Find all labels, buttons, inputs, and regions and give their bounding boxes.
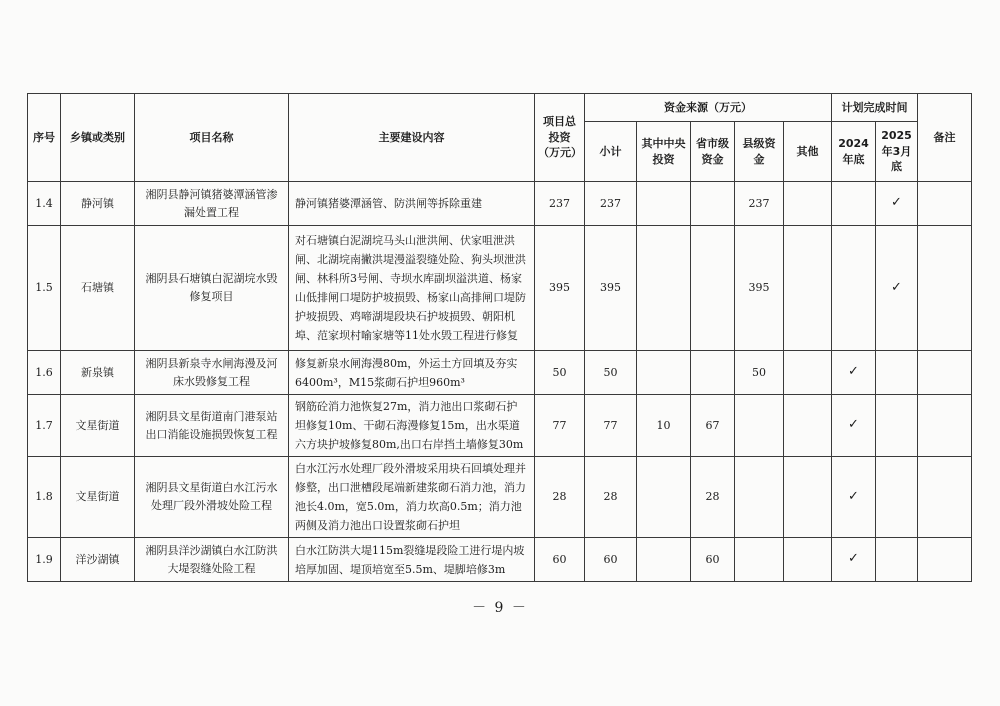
header-subtotal: 小计 <box>585 122 637 182</box>
table-row <box>28 395 972 457</box>
header-march-2025: 2025年3月底 <box>876 122 918 182</box>
cell-done-2024: ✓ <box>832 538 876 582</box>
cell-county <box>735 457 784 538</box>
cell-other <box>784 226 832 351</box>
cell-total: 395 <box>535 226 585 351</box>
cell-provincial <box>691 182 735 226</box>
page-number: － 9 － <box>472 600 528 616</box>
cell-subtotal: 28 <box>585 457 637 538</box>
cell-project-name: 湘阴县石塘镇白泥湖垸水毁修复项目 <box>135 226 289 351</box>
header-township: 乡镇或类别 <box>61 94 135 182</box>
cell-remarks <box>918 395 972 457</box>
cell-central: 10 <box>637 395 691 457</box>
table-row <box>28 538 972 582</box>
cell-done-2025 <box>876 351 918 395</box>
header-provincial: 省市级资金 <box>691 122 735 182</box>
cell-done-2025 <box>876 538 918 582</box>
cell-subtotal: 77 <box>585 395 637 457</box>
cell-provincial: 60 <box>691 538 735 582</box>
cell-remarks <box>918 226 972 351</box>
cell-township: 文星街道 <box>61 457 135 538</box>
cell-done-2024: ✓ <box>832 395 876 457</box>
cell-total: 50 <box>535 351 585 395</box>
cell-central <box>637 226 691 351</box>
cell-content: 钢筋砼消力池恢复27m，消力池出口浆砌石护坦修复10m、干砌石海漫修复15m，出水渠道六方块护坡修复80m,出口右岸挡土墙修复30m <box>289 395 535 457</box>
cell-serial: 1.8 <box>28 457 61 538</box>
cell-central <box>637 182 691 226</box>
cell-central <box>637 538 691 582</box>
cell-county: 395 <box>735 226 784 351</box>
cell-provincial <box>691 351 735 395</box>
cell-project-name: 湘阴县洋沙湖镇白水江防洪大堤裂缝处险工程 <box>135 538 289 582</box>
cell-township: 文星街道 <box>61 395 135 457</box>
table-row <box>28 457 972 538</box>
cell-provincial <box>691 226 735 351</box>
cell-project-name: 湘阴县新泉寺水闸海漫及河床水毁修复工程 <box>135 351 289 395</box>
cell-total: 237 <box>535 182 585 226</box>
cell-content: 静河镇猪婆潭涵管、防洪闸等拆除重建 <box>289 182 535 226</box>
cell-serial: 1.6 <box>28 351 61 395</box>
cell-township: 洋沙湖镇 <box>61 538 135 582</box>
cell-provincial: 67 <box>691 395 735 457</box>
cell-done-2024 <box>832 182 876 226</box>
header-central: 其中中央投资 <box>637 122 691 182</box>
cell-content: 白水江防洪大堤115m裂缝堤段险工进行堤内坡培厚加固、堤顶培宽至5.5m、堤脚培修3m <box>289 538 535 582</box>
cell-subtotal: 50 <box>585 351 637 395</box>
cell-serial: 1.4 <box>28 182 61 226</box>
cell-county <box>735 538 784 582</box>
header-project-name: 项目名称 <box>135 94 289 182</box>
cell-serial: 1.5 <box>28 226 61 351</box>
cell-county: 50 <box>735 351 784 395</box>
header-plan-completion: 计划完成时间 <box>832 94 918 122</box>
cell-project-name: 湘阴县文星街道南门港泵站出口消能设施损毁恢复工程 <box>135 395 289 457</box>
cell-subtotal: 237 <box>585 182 637 226</box>
cell-done-2025: ✓ <box>876 182 918 226</box>
header-end-2024: 2024年底 <box>832 122 876 182</box>
cell-county: 237 <box>735 182 784 226</box>
cell-content: 对石塘镇白泥湖垸马头山泄洪闸、伏家咀泄洪闸、北湖垸南撇洪堤漫溢裂缝处险、狗头坝泄洪闸、林科所3号闸、寺坝水库副坝溢洪道、杨家山低排闸口堤防护坡损毁、杨家山高排闸口堤防护坡损毁、鸡啼湖堤段块石护坡损毁、朝阳机埠、范家坝村喻家塘等11处水毁工程进行修复 <box>289 226 535 351</box>
project-table <box>27 93 972 582</box>
cell-remarks <box>918 538 972 582</box>
cell-township: 石塘镇 <box>61 226 135 351</box>
cell-central <box>637 351 691 395</box>
cell-other <box>784 395 832 457</box>
header-funding-source: 资金来源（万元） <box>585 94 832 122</box>
cell-total: 28 <box>535 457 585 538</box>
cell-total: 60 <box>535 538 585 582</box>
cell-serial: 1.9 <box>28 538 61 582</box>
cell-project-name: 湘阴县文星街道白水江污水处理厂段外滑坡处险工程 <box>135 457 289 538</box>
cell-remarks <box>918 457 972 538</box>
header-serial: 序号 <box>28 94 61 182</box>
cell-done-2024 <box>832 226 876 351</box>
cell-content: 白水江污水处理厂段外滑坡采用块石回填处理并修整，出口泄槽段尾端新建浆砌石消力池，消力池长4.0m，宽5.0m，消力坎高0.5m；消力池两侧及消力池出口设置浆砌石护坦 <box>289 457 535 538</box>
cell-content: 修复新泉水闸海漫80m，外运土方回填及夯实6400m³，M15浆砌石护坦960m³ <box>289 351 535 395</box>
cell-serial: 1.7 <box>28 395 61 457</box>
cell-township: 静河镇 <box>61 182 135 226</box>
table-row <box>28 226 972 351</box>
header-main-content: 主要建设内容 <box>289 94 535 182</box>
cell-done-2025: ✓ <box>876 226 918 351</box>
cell-central <box>637 457 691 538</box>
cell-done-2024: ✓ <box>832 457 876 538</box>
cell-other <box>784 538 832 582</box>
header-remarks: 备注 <box>918 94 972 182</box>
cell-remarks <box>918 182 972 226</box>
table-row <box>28 182 972 226</box>
cell-done-2025 <box>876 395 918 457</box>
cell-county <box>735 395 784 457</box>
cell-done-2024: ✓ <box>832 351 876 395</box>
header-other: 其他 <box>784 122 832 182</box>
cell-remarks <box>918 351 972 395</box>
header-total-investment: 项目总投资（万元） <box>535 94 585 182</box>
cell-provincial: 28 <box>691 457 735 538</box>
cell-subtotal: 60 <box>585 538 637 582</box>
cell-done-2025 <box>876 457 918 538</box>
cell-township: 新泉镇 <box>61 351 135 395</box>
header-row-1 <box>28 94 972 122</box>
table-row <box>28 351 972 395</box>
header-county: 县级资金 <box>735 122 784 182</box>
cell-subtotal: 395 <box>585 226 637 351</box>
cell-other <box>784 182 832 226</box>
cell-other <box>784 351 832 395</box>
project-table-container <box>27 93 971 582</box>
cell-total: 77 <box>535 395 585 457</box>
cell-other <box>784 457 832 538</box>
cell-project-name: 湘阴县静河镇猪婆潭涵管渗漏处置工程 <box>135 182 289 226</box>
